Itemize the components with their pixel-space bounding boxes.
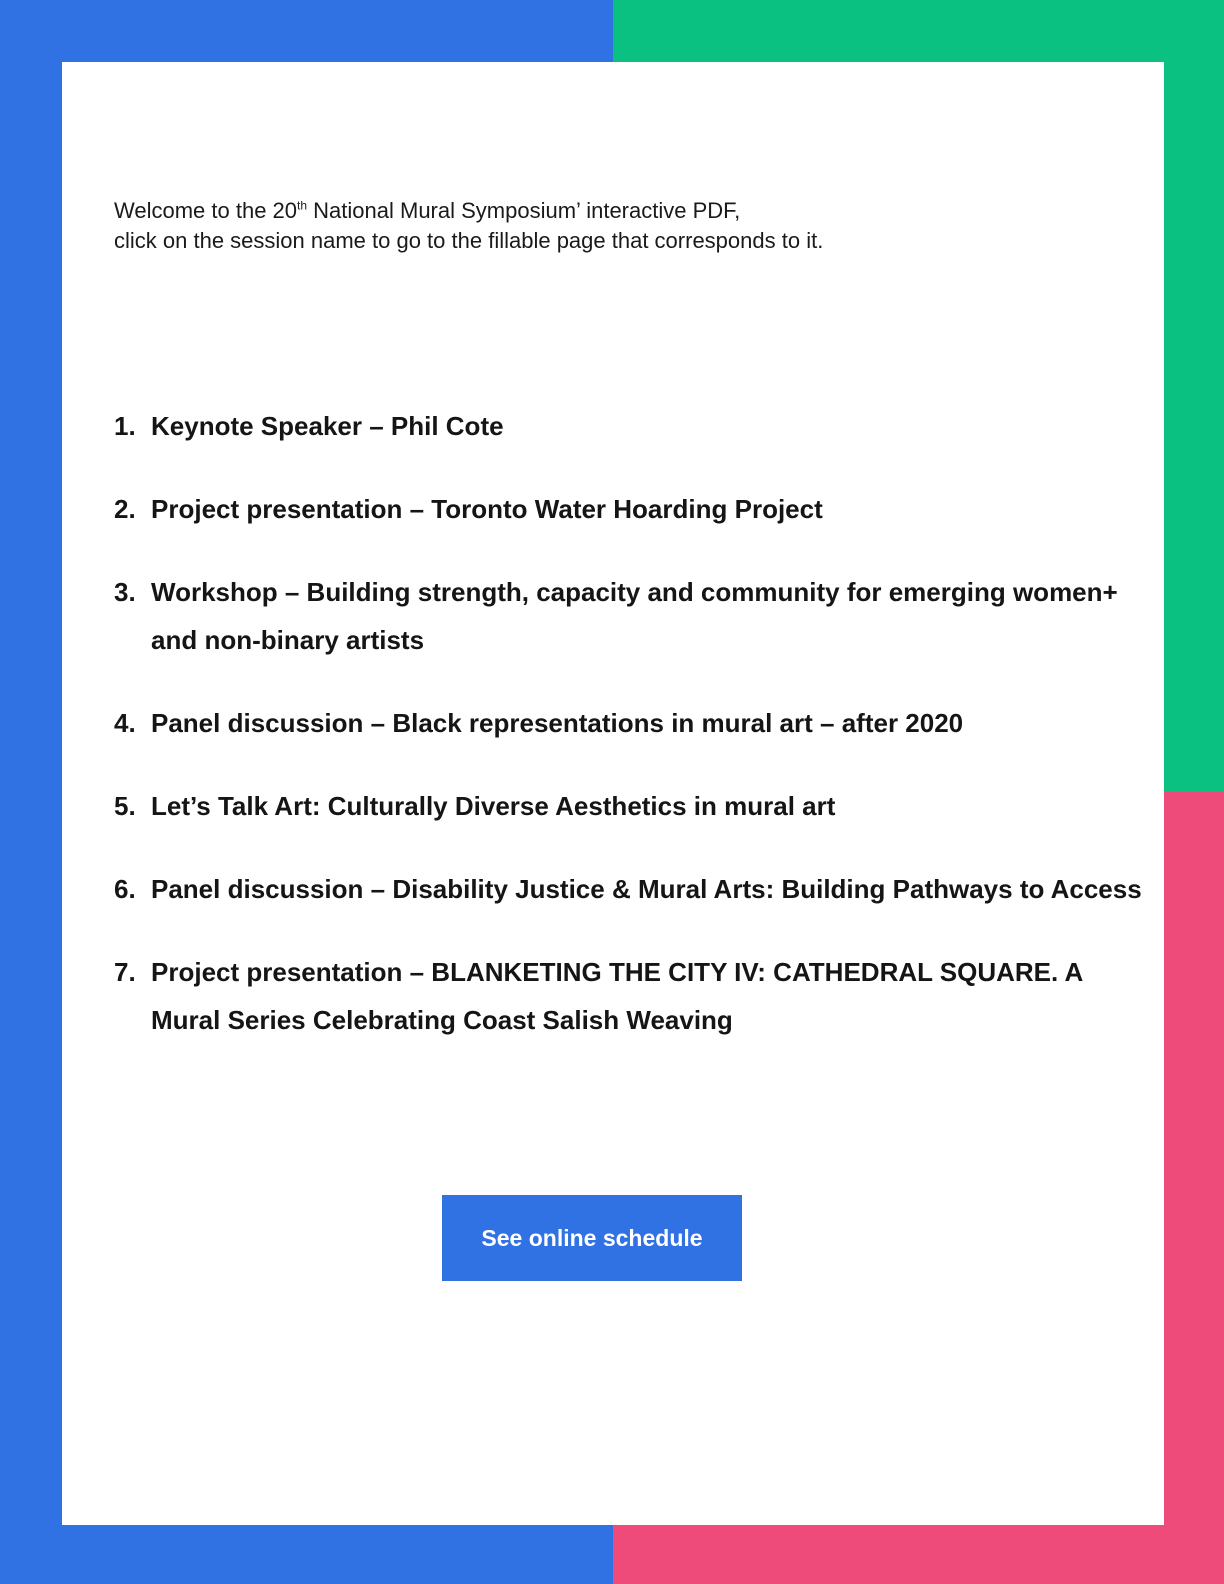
session-item-1[interactable] — [114, 402, 1154, 450]
session-item-5[interactable] — [114, 782, 1154, 830]
session-number: 6. — [114, 874, 136, 904]
session-link[interactable]: Workshop – Building strength, capacity and community for emerging women+ and non-binary artists — [151, 577, 1118, 655]
session-item-4[interactable] — [114, 699, 1154, 747]
see-online-schedule-button[interactable]: See online schedule — [442, 1195, 742, 1281]
session-item-2[interactable] — [114, 485, 1154, 533]
intro-line-1: Welcome to the 20th National Mural Symposium’ interactive PDF, — [114, 198, 741, 223]
intro-line-2: click on the session name to go to the fillable page that corresponds to it. — [114, 228, 824, 253]
session-link[interactable]: Panel discussion – Disability Justice & Mural Arts: Building Pathways to Access — [151, 874, 1142, 904]
session-item-7[interactable] — [114, 948, 1154, 1044]
session-number: 7. — [114, 957, 136, 987]
ordinal-suffix: th — [297, 198, 308, 213]
session-number: 3. — [114, 577, 136, 607]
session-list — [114, 402, 1154, 1044]
session-item-3[interactable] — [114, 568, 1154, 664]
session-number: 2. — [114, 494, 136, 524]
session-link[interactable]: Project presentation – Toronto Water Hoarding Project — [151, 494, 823, 524]
session-number: 4. — [114, 708, 136, 738]
session-number: 1. — [114, 411, 136, 441]
content-card — [62, 62, 1164, 1525]
session-number: 5. — [114, 791, 136, 821]
session-link[interactable]: Keynote Speaker – Phil Cote — [151, 411, 504, 441]
session-link[interactable]: Project presentation – BLANKETING THE CITY IV: CATHEDRAL SQUARE. A Mural Series Celebrating Coast Salish Weaving — [151, 957, 1083, 1035]
session-link[interactable]: Panel discussion – Black representations in mural art – after 2020 — [151, 708, 964, 738]
session-item-6[interactable] — [114, 865, 1154, 913]
session-link[interactable]: Let’s Talk Art: Culturally Diverse Aesthetics in mural art — [151, 791, 836, 821]
intro-text — [114, 196, 1114, 256]
